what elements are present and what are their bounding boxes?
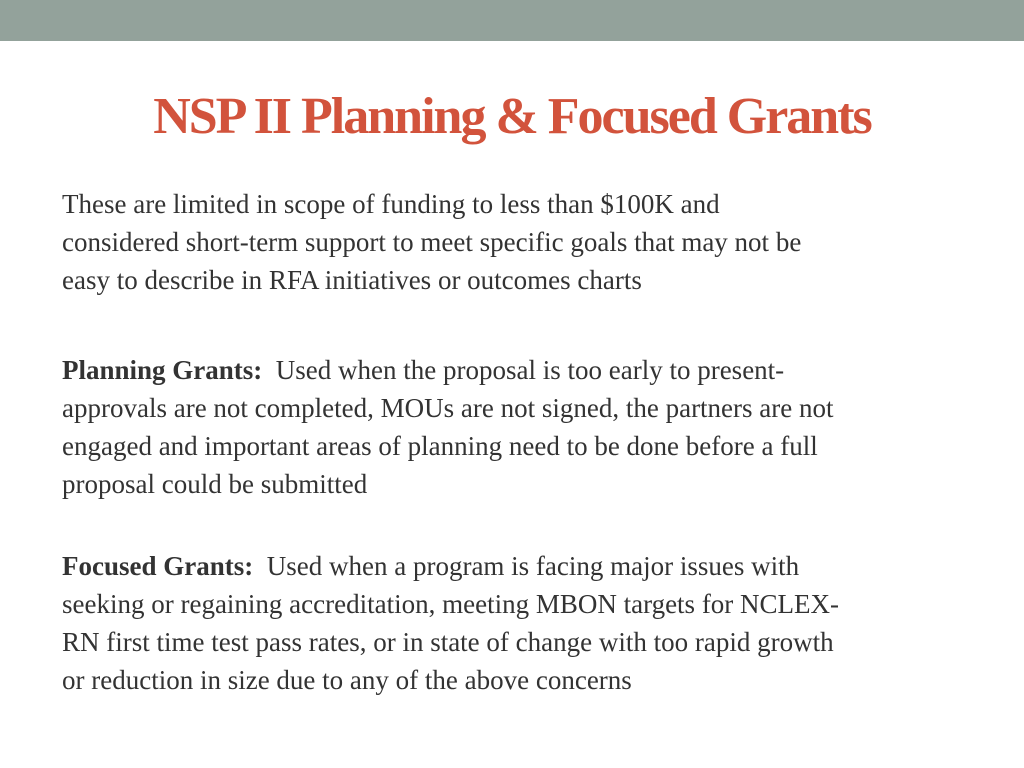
planning-line-text: Used when the proposal is too early to present-	[275, 355, 785, 385]
intro-paragraph	[62, 185, 962, 299]
intro-line: considered short-term support to meet specific goals that may not be	[62, 227, 802, 257]
focused-line: RN first time test pass rates, or in state of change with too rapid growth	[62, 627, 834, 657]
planning-grants-paragraph	[62, 351, 962, 503]
focused-line: or reduction in size due to any of the above concerns	[62, 665, 632, 695]
planning-line: engaged and important areas of planning need to be done before a full	[62, 431, 818, 461]
intro-line: These are limited in scope of funding to less than $100K and	[62, 189, 720, 219]
focused-grants-label: Focused Grants:	[62, 551, 254, 581]
top-banner-bar	[0, 0, 1024, 41]
focused-line-text: Used when a program is facing major issues with	[266, 551, 800, 581]
planning-grants-label: Planning Grants:	[62, 355, 263, 385]
planning-line: approvals are not completed, MOUs are not signed, the partners are not	[62, 393, 834, 423]
slide-title: NSP II Planning & Focused Grants	[153, 88, 871, 145]
intro-line: easy to describe in RFA initiatives or outcomes charts	[62, 265, 642, 295]
focused-grants-paragraph	[62, 547, 962, 699]
focused-line	[62, 547, 962, 585]
focused-line: seeking or regaining accreditation, meeting MBON targets for NCLEX-	[62, 589, 840, 619]
planning-line: proposal could be submitted	[62, 469, 368, 499]
slide-body	[62, 185, 962, 699]
planning-line	[62, 351, 962, 389]
